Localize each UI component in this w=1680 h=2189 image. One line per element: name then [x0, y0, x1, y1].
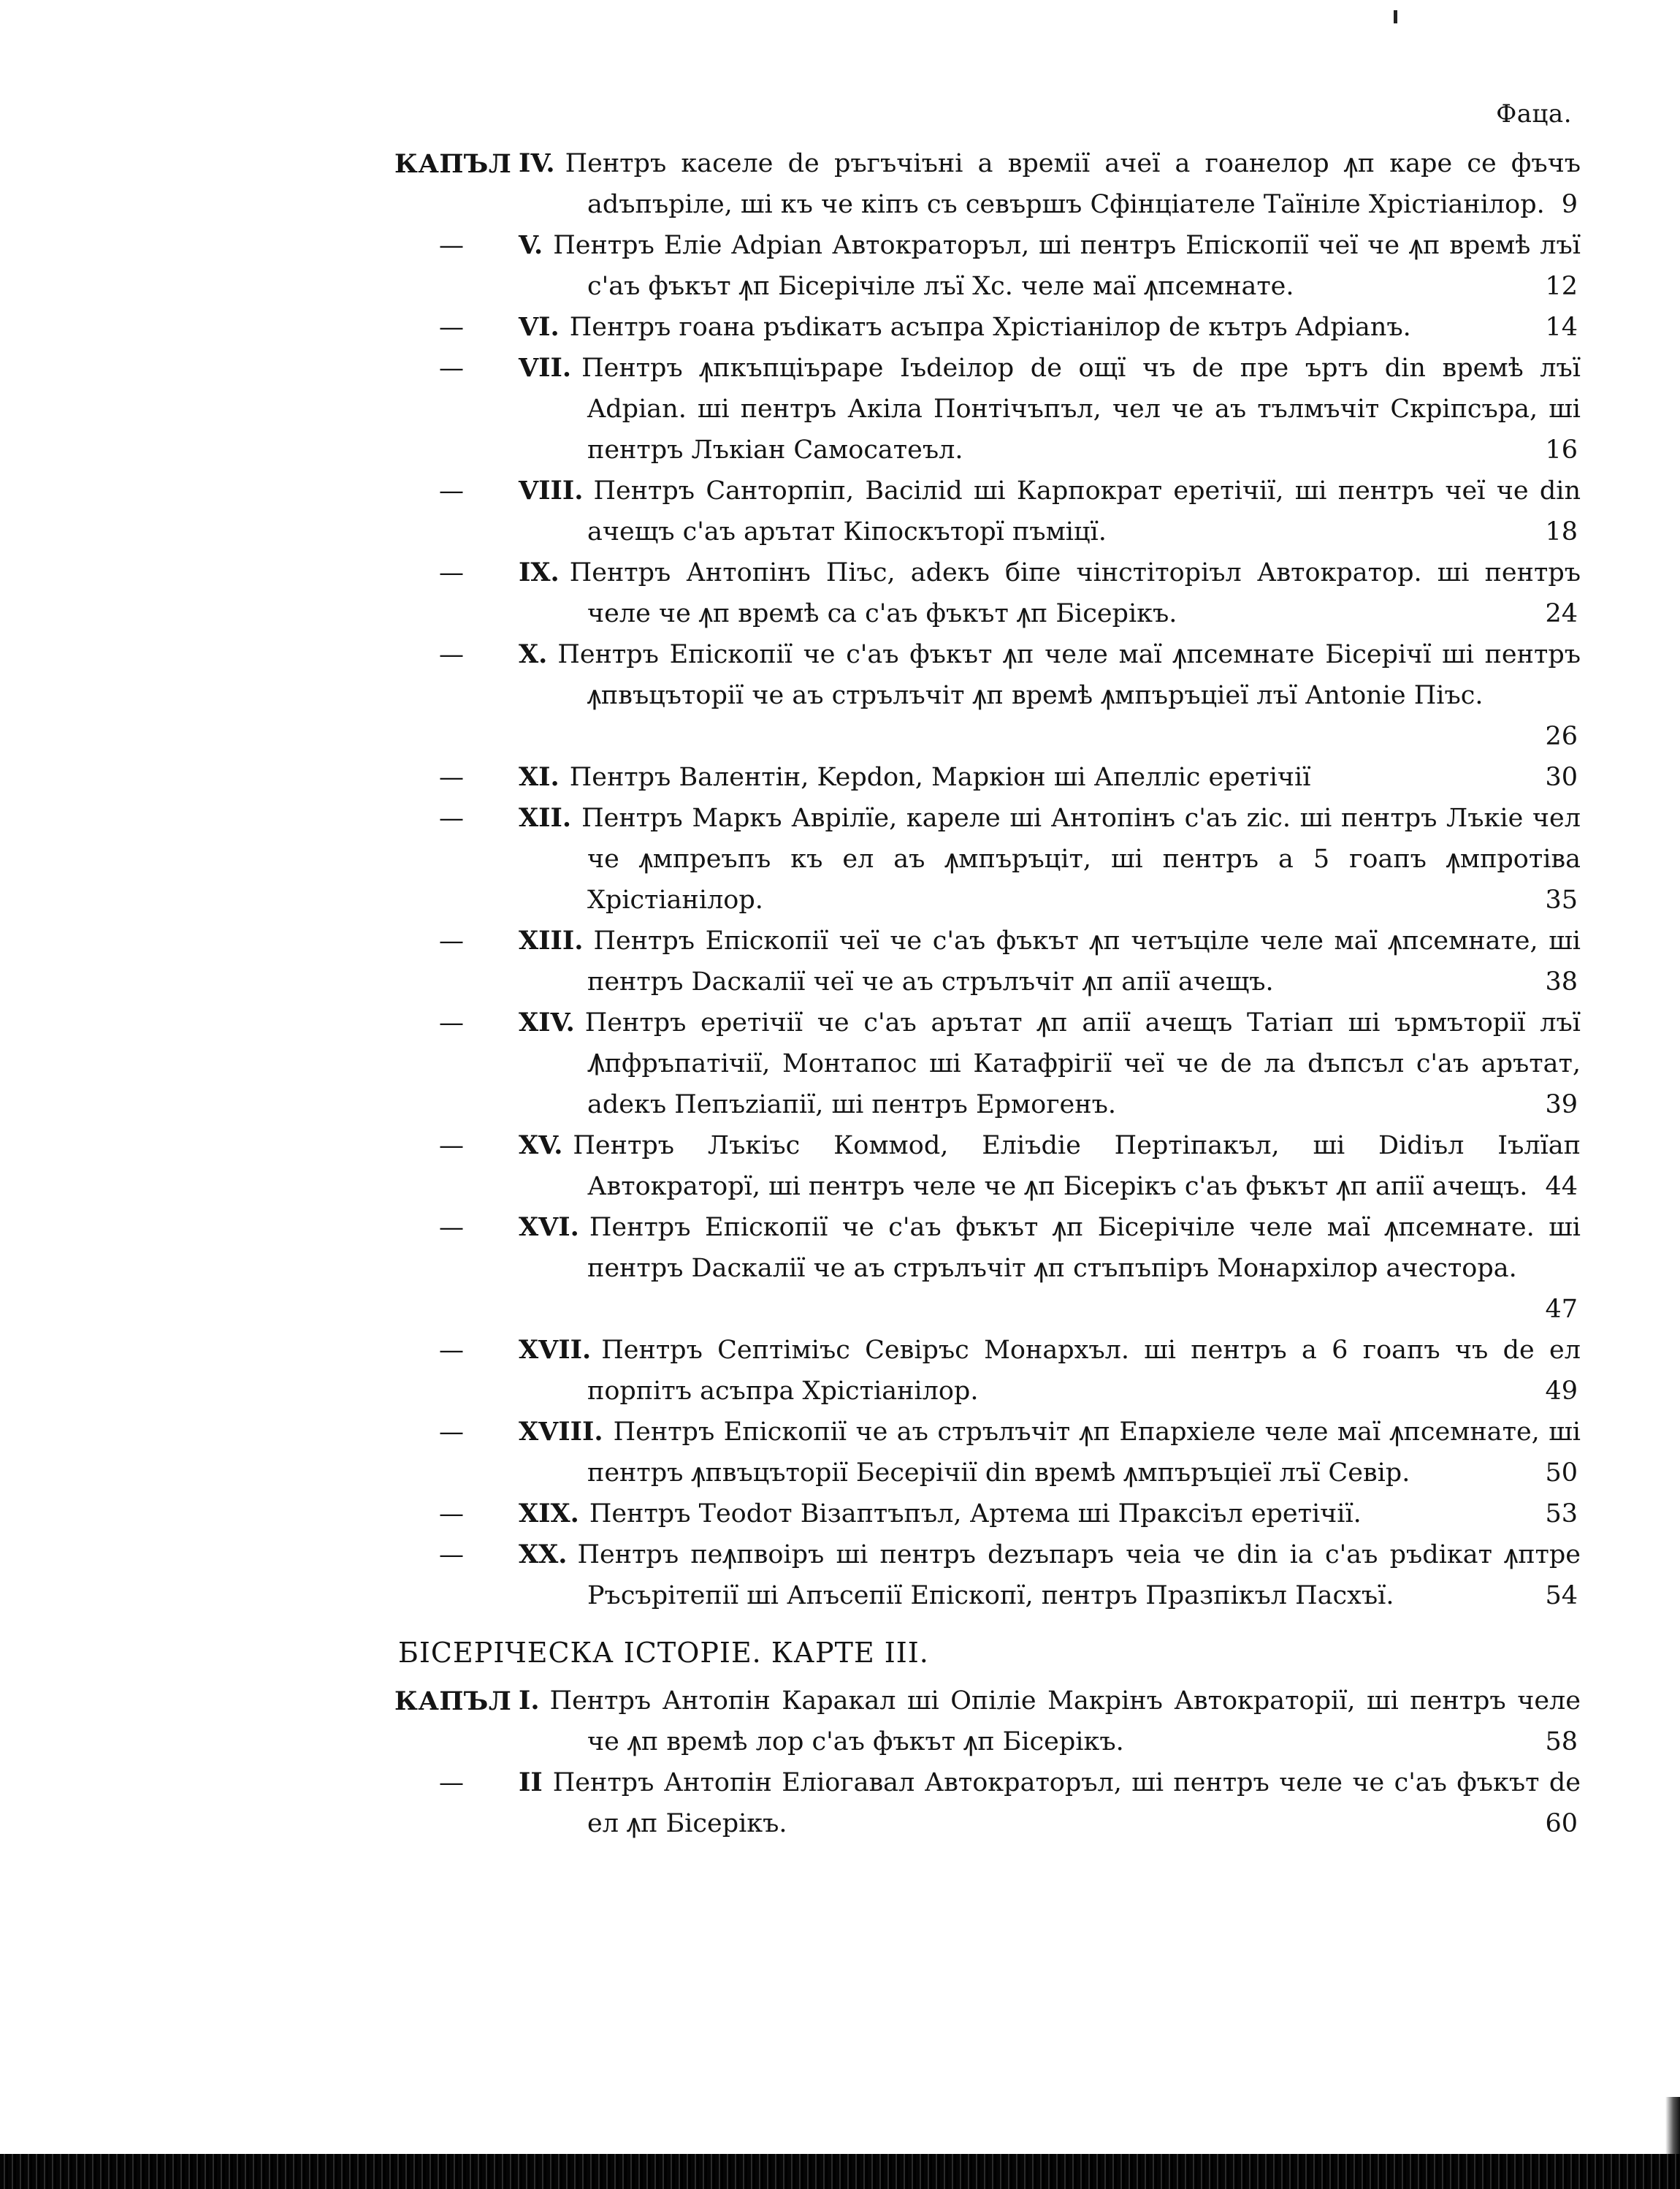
chapter-number: VIII.: [519, 476, 584, 506]
entry-text: [519, 348, 1581, 471]
chapter-number: XIV.: [519, 1008, 575, 1038]
entry-text: [519, 225, 1581, 307]
entry-dash: —: [439, 926, 464, 956]
entry-page-number: 60: [1545, 1809, 1578, 1838]
entry-text: [519, 798, 1581, 921]
entry-page-number: 58: [1545, 1727, 1578, 1756]
entry-title: Пентръ Еліе Adpian Автократоръл, ші пентръ Епіскопії чеї че ꙟп времѣ лъї с'аъ фъкът ꙟп Бісерічіле лъї Хс. челе маї ꙟпсемнате.: [553, 231, 1581, 301]
entry-page-number: 12: [1545, 272, 1578, 301]
entry-text: [519, 1534, 1581, 1616]
chapter-number: XVI.: [519, 1212, 579, 1242]
entry-dash: —: [439, 1213, 464, 1242]
entry-page-number: 44: [1545, 1172, 1578, 1201]
entry-page-number: 50: [1545, 1458, 1578, 1488]
page-edge-shadow: [1665, 2097, 1680, 2154]
chapter-number: I.: [519, 1686, 540, 1716]
entry-title: Пентръ еретічії че с'аъ арътат ꙟп апії ачещъ Татіап ші ърмъторії лъї Ꙟпфръпатічії, Монтапос ші Катафрігії чеї че de ла dъпсъл с'аъ арътат, adeкъ Пепъzіапії, ші пентръ Ермогенъ.: [584, 1008, 1581, 1119]
chapter-number: II: [519, 1767, 543, 1797]
entry-page-number: 53: [1545, 1499, 1578, 1529]
entry-page-number: 18: [1545, 517, 1578, 547]
entry-dash: —: [439, 1499, 464, 1529]
entry-text: [519, 1002, 1581, 1125]
entry-text: [519, 471, 1581, 552]
entry-title: Пентръ Антопінъ Піъс, adeкъ біпе чінстіторіъл Автократор. ші пентръ челе че ꙟп времѣ са с'аъ фъкът ꙟп Бісерікъ.: [569, 558, 1581, 628]
entry-page-number: 47: [1545, 1295, 1578, 1324]
chapter-number: XX.: [519, 1539, 568, 1569]
entry-title: Пентръ Епіскопії че аъ стрълъчіт ꙟп Епархіеле челе маї ꙟпсемнате, ші пентръ ꙟпвъцъторії Бесерічії din времѣ ꙟмпъръціеї лъї Севір.: [587, 1417, 1581, 1488]
chapter-number: VII.: [519, 353, 572, 383]
entry-text: [519, 552, 1581, 634]
entry-dash: —: [439, 1417, 464, 1447]
entry-dash: —: [439, 558, 464, 587]
entry-dash: —: [439, 1768, 464, 1797]
entry-title: Пентръ ꙟпкъпціъраре Іъdeілор de ощї чъ de пре ъртъ din времѣ лъї Adpian. ші пентръ Акіла Понтічъпъл, чел че аъ тълмъчіт Скріпсъра, ші пентръ Лъкіан Самосатеъл.: [581, 354, 1581, 465]
chapter-number: V.: [519, 230, 543, 260]
entry-dash: —: [439, 231, 464, 260]
entry-page-number: 39: [1545, 1090, 1578, 1119]
entry-title: Пентръ Валентін, Kepdon, Маркіон ші Апелліс еретічії: [569, 763, 1311, 792]
entry-page-number: 38: [1545, 967, 1578, 997]
chapter-label: КАПЪЛ: [394, 149, 512, 179]
entry-page-number: 16: [1545, 435, 1578, 465]
header-mark: [1394, 10, 1397, 23]
entry-title: Пентръ Епіскопії че с'аъ фъкът ꙟп челе маї ꙟпсемнате Бісерічї ші пентръ ꙟпвъцъторії че аъ стрълъчіт ꙟп времѣ ꙟмпъръціеї лъї Antonie Піъс.: [557, 640, 1581, 710]
page-column-label: Фаца.: [1496, 99, 1572, 129]
entry-title: Пентръ Антопін Каракал ші Опіліе Макрінъ Автократорії, ші пентръ челе че ꙟп времѣ лор с'аъ фъкът ꙟп Бісерікъ.: [549, 1686, 1581, 1756]
entry-page-number: 30: [1545, 763, 1578, 792]
entry-dash: —: [439, 1131, 464, 1160]
entry-dash: —: [439, 313, 464, 342]
chapter-number: VI.: [519, 312, 560, 342]
chapter-number: XIII.: [519, 926, 584, 956]
entry-dash: —: [439, 476, 464, 506]
entry-text: [519, 757, 1581, 798]
chapter-number: IV.: [519, 148, 555, 178]
entry-title: Пентръ каселе de ръгъчіъні а времії ачеї а гоанелор ꙟп каре се фъчъ adъпъріле, ші къ че кіпъ съ севършъ Сфінціателе Таїніле Хрістіанілор.: [565, 149, 1581, 219]
entry-title: Пентръ гоана ръdікатъ асъпра Хрістіанілор de кътръ Adpianъ.: [569, 313, 1411, 342]
part-heading: БІСЕРІЧЕСКА ІСТОРІЕ. КАРТЕ III.: [398, 1637, 929, 1669]
entry-page-number: 49: [1545, 1377, 1578, 1406]
entry-text: [519, 1207, 1581, 1289]
entry-title: Пентръ Теоdот Візаптъпъл, Артема ші Праксіъл еретічії.: [589, 1499, 1362, 1529]
entry-text: [519, 1330, 1581, 1412]
entry-page-number: 24: [1545, 599, 1578, 628]
entry-page-number: 26: [1545, 722, 1578, 751]
entry-text: [519, 1762, 1581, 1844]
chapter-number: IX.: [519, 557, 560, 587]
entry-title: Пентръ Санторпіп, Васілid ші Карпократ еретічії, ші пентръ чеї че din ачещъ с'аъ арътат Кіпоскъторї пъміцї.: [587, 476, 1581, 547]
entry-dash: —: [439, 804, 464, 833]
scan-edge-band: [0, 2154, 1680, 2189]
entry-title: Пентръ Антопін Еліогавал Автократоръл, ші пентръ челе че с'аъ фъкът de ел ꙟп Бісерікъ.: [552, 1768, 1581, 1838]
entry-dash: —: [439, 640, 464, 669]
entry-title: Пентръ Маркъ Аврілїе, кареле ші Антопінъ с'аъ zic. ші пентръ Лъкіе чел че ꙟмпреъпъ къ ел аъ ꙟмпъръціт, ші пентръ а 5 гоапъ ꙟмпротіва Хрістіанілор.: [581, 804, 1581, 915]
entry-title: Пентръ Лъкіъс Коммоd, Еліъdie Пертіпакъл, ші Didiъл Іълїап Автократорї, ші пентръ челе че ꙟп Бісерікъ с'аъ фъкът ꙟп апії ачещъ.: [573, 1131, 1581, 1201]
entry-page-number: 14: [1545, 313, 1578, 342]
entry-text: [519, 1493, 1581, 1534]
chapter-number: X.: [519, 639, 548, 669]
entry-title: Пентръ Епіскопії че с'аъ фъкът ꙟп Бісерічіле челе маї ꙟпсемнате. ші пентръ Dаскалії че аъ стрълъчіт ꙟп стъпъпіръ Монархілор ачестора.: [587, 1213, 1581, 1283]
entry-text: [519, 1412, 1581, 1493]
chapter-number: XVIII.: [519, 1417, 603, 1447]
entry-dash: —: [439, 763, 464, 792]
chapter-number: XV.: [519, 1130, 563, 1160]
chapter-label: КАПЪЛ: [394, 1686, 512, 1716]
entry-text: [519, 307, 1581, 348]
entry-text: [519, 921, 1581, 1002]
entry-dash: —: [439, 1336, 464, 1365]
chapter-number: XII.: [519, 803, 572, 833]
entry-title: Пентръ Епіскопії чеї че с'аъ фъкът ꙟп четъціле челе маї ꙟпсемнате, ші пентръ Dаскалії чеї че аъ стрълъчіт ꙟп апії ачещъ.: [587, 926, 1581, 997]
chapter-number: XIX.: [519, 1499, 579, 1529]
entry-text: [519, 1680, 1581, 1762]
entry-title: Пентръ пеꙟпвоіръ ші пентръ dezъпаръ чеіа че din іа с'аъ ръdікат ꙟптре Ръсърітепії ші Апъсепії Епіскопї, пентръ Празпікъл Пасхъї.: [577, 1540, 1581, 1610]
entry-text: [519, 634, 1581, 716]
entry-dash: —: [439, 1008, 464, 1038]
entry-page-number: 54: [1545, 1581, 1578, 1610]
entry-title: Пентръ Септіміъс Севіръс Монархъл. ші пентръ а 6 гоапъ чъ de ел порпітъ асъпра Хрістіанілор.: [587, 1336, 1581, 1406]
entry-text: [519, 143, 1581, 225]
entry-page-number: 9: [1561, 190, 1578, 219]
entry-page-number: 35: [1545, 886, 1578, 915]
chapter-number: XI.: [519, 762, 560, 792]
chapter-number: XVII.: [519, 1335, 592, 1365]
entry-dash: —: [439, 1540, 464, 1569]
entry-dash: —: [439, 354, 464, 383]
entry-text: [519, 1125, 1581, 1207]
